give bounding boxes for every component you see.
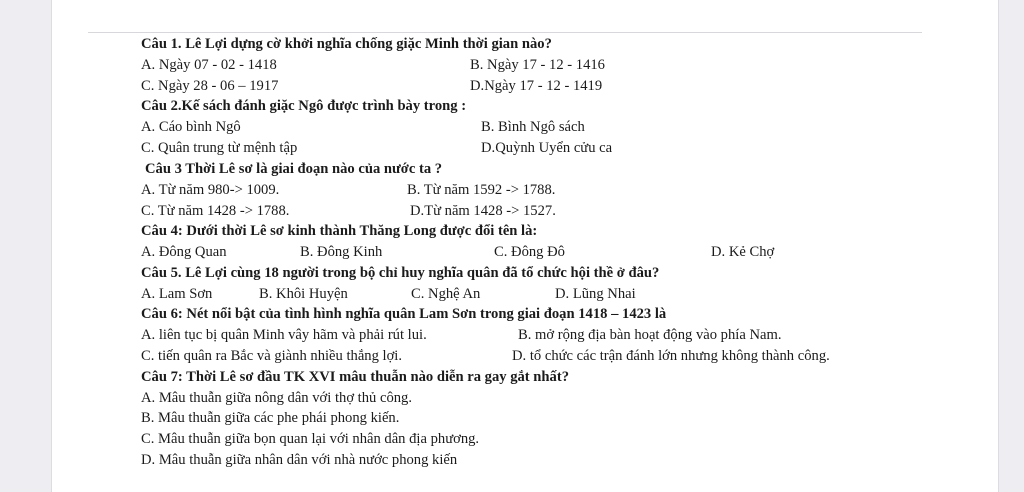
q4-option-a: A. Đông Quan: [141, 244, 227, 260]
q5-option-a: A. Lam Sơn: [141, 286, 213, 302]
q6-option-d: D. tổ chức các trận đánh lớn nhưng không thành công.: [512, 348, 830, 364]
q7-option-d: D. Mâu thuẫn giữa nhân dân với nhà nước phong kiến: [141, 452, 458, 468]
q2-option-c: C. Quân trung từ mệnh tập: [141, 140, 298, 156]
q6-option-b: B. mở rộng địa bàn hoạt động vào phía Nam.: [518, 327, 782, 343]
q7-option-b: B. Mâu thuẫn giữa các phe phái phong kiến.: [141, 410, 400, 426]
q7-option-c: C. Mâu thuẫn giữa bọn quan lại với nhân dân địa phương.: [141, 431, 480, 447]
header-divider: [88, 32, 922, 33]
q4-option-b: B. Đông Kinh: [300, 244, 383, 260]
q6-option-c: C. tiến quân ra Bắc và giành nhiều thắng lợi.: [141, 348, 403, 364]
q5-option-c: C. Nghệ An: [411, 286, 481, 302]
q3-option-a: A. Từ năm 980-> 1009.: [141, 182, 280, 198]
q3-option-c: C. Từ năm 1428 -> 1788.: [141, 203, 290, 219]
q5-option-d: D. Lũng Nhai: [555, 286, 636, 302]
q2-option-d: D.Quỳnh Uyển cửu ca: [481, 140, 613, 156]
question-6: Câu 6: Nét nổi bật của tình hình nghĩa quân Lam Sơn trong giai đoạn 1418 – 1423 là: [141, 306, 667, 322]
q6-option-a: A. liên tục bị quân Minh vây hãm và phải rút lui.: [141, 327, 427, 343]
q3-option-b: B. Từ năm 1592 -> 1788.: [407, 182, 556, 198]
q5-option-b: B. Khôi Huyện: [259, 286, 348, 302]
q4-option-d: D. Kẻ Chợ: [711, 244, 775, 260]
q2-option-b: B. Bình Ngô sách: [481, 119, 585, 135]
question-3: Câu 3 Thời Lê sơ là giai đoạn nào của nước ta ?: [145, 161, 443, 177]
q1-option-d: D.Ngày 17 - 12 - 1419: [470, 78, 603, 94]
q1-option-c: C. Ngày 28 - 06 – 1917: [141, 78, 279, 94]
q3-option-d: D.Từ năm 1428 -> 1527.: [410, 203, 556, 219]
q4-option-c: C. Đông Đô: [494, 244, 565, 260]
question-7: Câu 7: Thời Lê sơ đầu TK XVI mâu thuẫn nào diễn ra gay gắt nhất?: [141, 369, 569, 385]
question-5: Câu 5. Lê Lợi cùng 18 người trong bộ chỉ huy nghĩa quân đã tổ chức hội thề ở đâu?: [141, 265, 660, 281]
q7-option-a: A. Mâu thuẫn giữa nông dân với thợ thủ công.: [141, 390, 412, 406]
question-1: Câu 1. Lê Lợi dựng cờ khởi nghĩa chống giặc Minh thời gian nào?: [141, 36, 552, 52]
question-2: Câu 2.Kế sách đánh giặc Ngô được trình bày trong :: [141, 98, 467, 114]
q1-option-b: B. Ngày 17 - 12 - 1416: [470, 57, 605, 73]
q2-option-a: A. Cáo bình Ngô: [141, 119, 241, 135]
q1-option-a: A. Ngày 07 - 02 - 1418: [141, 57, 277, 73]
question-4: Câu 4: Dưới thời Lê sơ kinh thành Thăng Long được đổi tên là:: [141, 223, 538, 239]
